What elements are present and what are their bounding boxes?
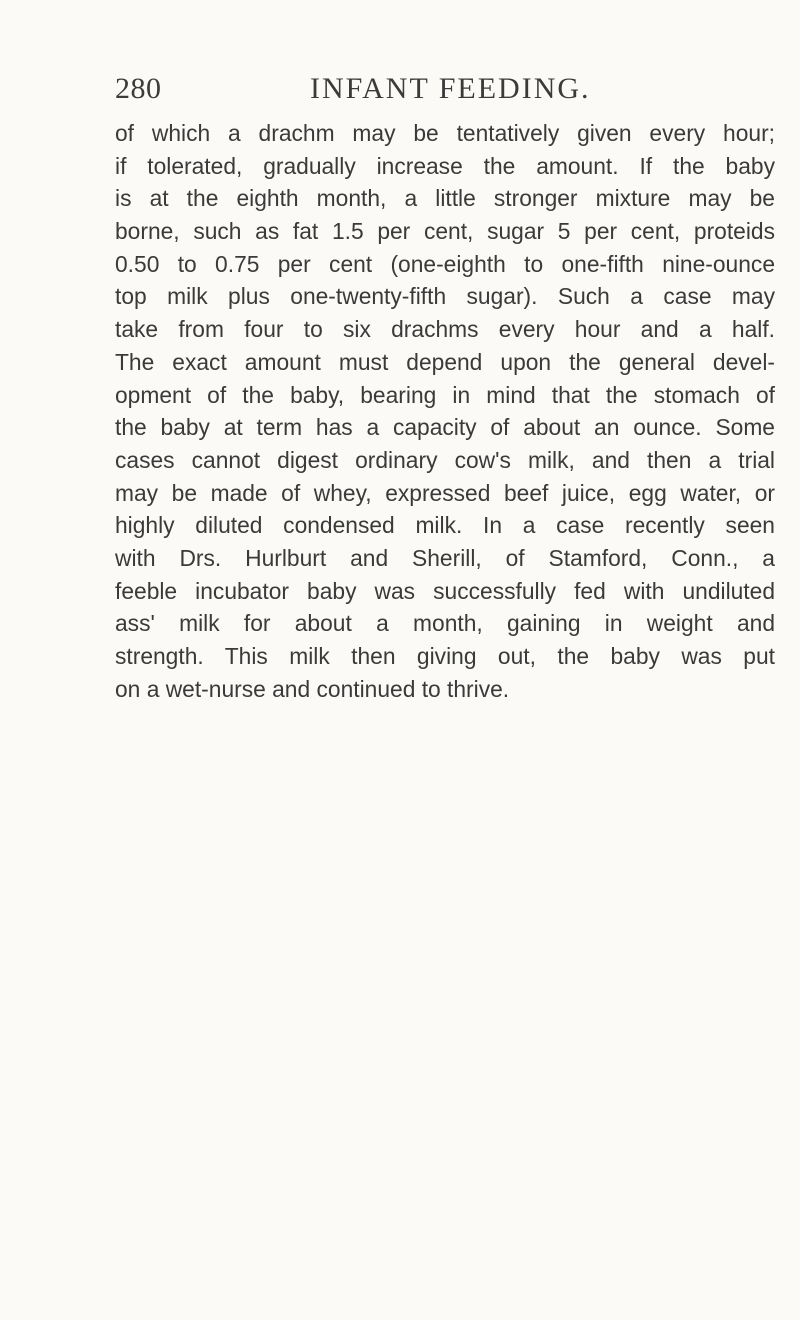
- text-line: The exact amount must depend upon the general devel-: [115, 348, 775, 375]
- running-head: [115, 72, 755, 112]
- text-line: with Drs. Hurlburt and Sherill, of Stamford, Conn., a: [115, 544, 775, 571]
- text-line: if tolerated, gradually increase the amount. If the baby: [115, 152, 775, 179]
- running-title: INFANT FEEDING.: [310, 72, 591, 105]
- text-line: borne, such as fat 1.5 per cent, sugar 5 per cent, proteids: [115, 218, 775, 245]
- text-line: feeble incubator baby was successfully fed with undiluted: [115, 577, 775, 604]
- text-line: highly diluted condensed milk. In a case recently seen: [115, 512, 775, 539]
- text-line: opment of the baby, bearing in mind that the stomach of: [115, 381, 775, 408]
- text-line: may be made of whey, expressed beef juice, egg water, or: [115, 479, 775, 506]
- text-line: take from four to six drachms every hour and a half.: [115, 316, 775, 343]
- page-number: 280: [115, 72, 162, 105]
- body-text: [115, 117, 775, 705]
- text-line: strength. This milk then giving out, the baby was put: [115, 643, 775, 669]
- text-line: 0.50 to 0.75 per cent (one-eighth to one-fifth nine-ounce: [115, 250, 775, 277]
- text-line: top milk plus one-twenty-fifth sugar). Such a case may: [115, 283, 775, 310]
- text-line: ass' milk for about a month, gaining in weight and: [115, 610, 775, 637]
- text-line: is at the eighth month, a little stronger mixture may be: [115, 185, 775, 212]
- text-line: on a wet-nurse and continued to thrive.: [115, 675, 510, 702]
- text-line: cases cannot digest ordinary cow's milk, and then a trial: [115, 446, 775, 473]
- text-line: of which a drachm may be tentatively given every hour;: [115, 120, 775, 146]
- text-line: the baby at term has a capacity of about an ounce. Some: [115, 414, 775, 441]
